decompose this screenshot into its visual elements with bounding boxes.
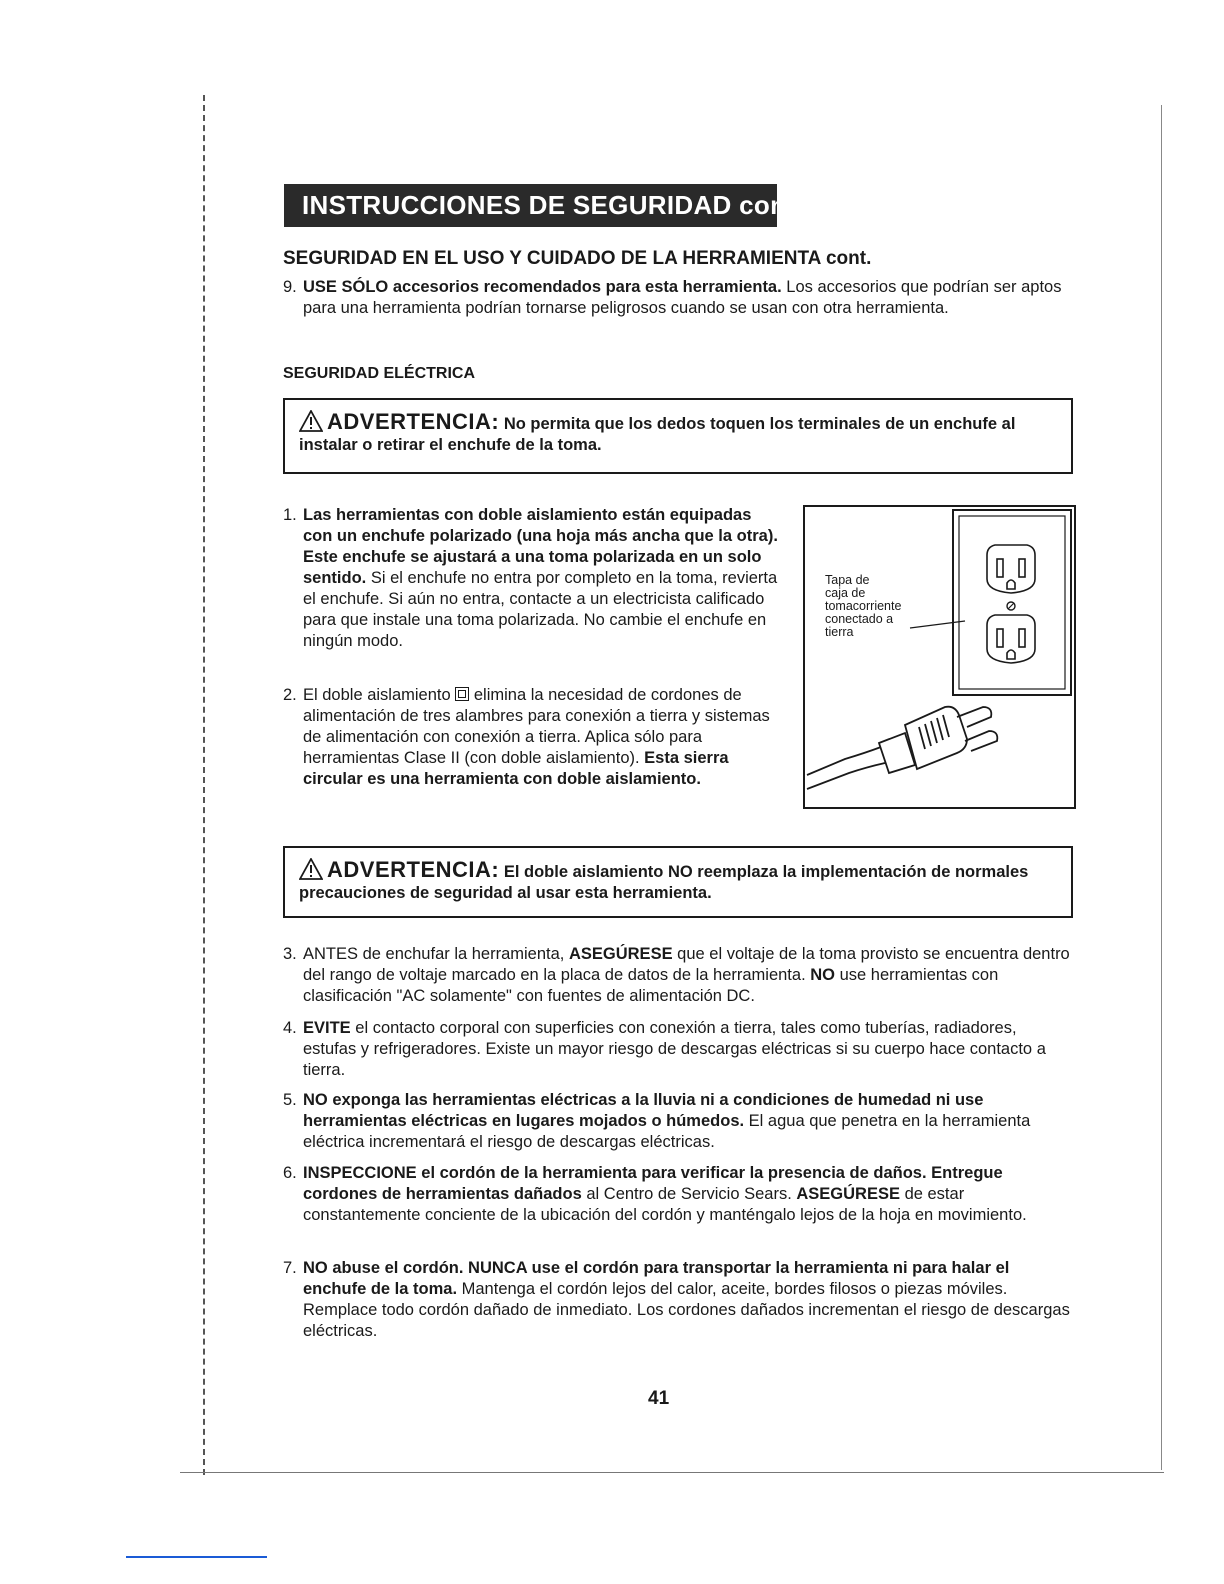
electrical-safety-heading: SEGURIDAD ELÉCTRICA <box>283 365 476 382</box>
outlet-receptacle-bottom <box>987 615 1035 663</box>
list-item-3 <box>283 944 1073 1007</box>
warning-box <box>283 398 1073 474</box>
item-text: ANTES de enchufar la herramienta, <box>303 945 569 963</box>
item-bold-text: Las herramientas con doble aislamiento están equipadas con un enchufe polarizado (una hoja más ancha que la otra). Este enchufe se ajustará a una toma polarizada en un solo sentido. <box>303 506 778 587</box>
item-text: el contacto corporal con superficies con conexión a tierra, tales como tuberías, radiadores, estufas y refrigeradores. Existe un mayor riesgo de descargas eléctricas si su cuerpo hace contacto a tierra. <box>303 1019 1046 1079</box>
outlet-plug-drawing <box>805 507 1074 807</box>
item-text: de estar constantemente conciente de la ubicación del cordón y manténgalo lejos de la hoja en movimiento. <box>303 1185 1027 1224</box>
double-insulation-icon <box>455 687 469 701</box>
item-number: 4. <box>283 1019 297 1037</box>
cut-line-right <box>1161 105 1162 1470</box>
item-text: Los accesorios que podrían ser aptos para una herramienta podrían tornarse peligrosos cuando se usan con otra herramienta. <box>303 278 1062 317</box>
item-bold-text: Esta sierra circular es una herramienta con doble aislamiento. <box>303 749 729 788</box>
item-bold-text: ASEGÚRESE <box>568 945 673 963</box>
list-item-6 <box>283 1163 1073 1226</box>
warning-text: El doble aislamiento NO reemplaza la implementación de normales precauciones de seguridad al usar esta herramienta. <box>299 863 1029 902</box>
list-item-1 <box>283 505 783 652</box>
list-item-7 <box>283 1258 1073 1342</box>
list-item-2 <box>283 685 783 790</box>
section-banner: INSTRUCCIONES DE SEGURIDAD cont. <box>284 184 777 227</box>
list-item-5 <box>283 1090 1073 1153</box>
warning-label: ADVERTENCIA: <box>327 409 500 434</box>
item-text: El doble aislamiento <box>303 686 456 704</box>
figure-label-line: conectado a <box>825 612 894 626</box>
figure-label-line: tomacorriente <box>825 599 902 613</box>
figure-label-line: Tapa de <box>825 573 870 587</box>
list-item-9 <box>283 277 1083 319</box>
section-heading: SEGURIDAD EN EL USO Y CUIDADO DE LA HERRAMIENTA cont. <box>283 248 872 269</box>
item-bold-text: NO exponga las herramientas eléctricas a la lluvia ni a condiciones de humedad ni use herramientas eléctricas en lugares mojados o húmedos. <box>303 1091 984 1130</box>
outlet-receptacle-top <box>987 545 1035 593</box>
item-text: que el voltaje de la toma provisto se encuentra dentro del rango de voltaje marcado en la placa de datos de la herramienta. <box>303 945 1070 984</box>
warning-box <box>283 846 1073 918</box>
warning-text: No permita que los dedos toquen los terminales de un enchufe al instalar o retirar el enchufe de la toma. <box>299 415 1016 454</box>
item-text: elimina la necesidad de cordones de alimentación de tres alambres para conexión a tierra y sistemas de alimentación con conexión a tierra. Aplica sólo para herramientas Clase II (con doble aislamiento). <box>303 686 770 767</box>
cut-line-left <box>203 95 205 1475</box>
list-item-4 <box>283 1018 1073 1081</box>
item-bold-text: NO abuse el cordón. NUNCA use el cordón para transportar la herramienta ni para halar el enchufe de la toma. <box>303 1259 1010 1298</box>
item-number: 7. <box>283 1259 297 1277</box>
figure-label-line: tierra <box>825 625 854 639</box>
item-number: 9. <box>283 278 297 296</box>
item-number: 5. <box>283 1091 297 1109</box>
label-leader-line <box>910 621 965 628</box>
blue-rule <box>126 1556 267 1558</box>
item-bold-text: EVITE <box>303 1019 351 1037</box>
item-text: al Centro de Servicio Sears. <box>581 1185 797 1203</box>
item-number: 6. <box>283 1164 297 1182</box>
warning-triangle-icon <box>299 858 323 880</box>
item-text: Si el enchufe no entra por completo en la toma, revierta el enchufe. Si aún no entra, contacte a un electricista calificado para que instale una toma polarizada. No cambie el enchufe en ningún modo. <box>303 569 778 650</box>
page-number: 41 <box>648 1388 670 1409</box>
item-number: 3. <box>283 945 297 963</box>
warning-triangle-icon <box>299 410 323 432</box>
polarized-plug <box>807 707 997 789</box>
warning-label: ADVERTENCIA: <box>327 857 500 882</box>
figure-label-line: caja de <box>825 586 866 600</box>
cut-line-bottom <box>180 1472 1164 1473</box>
item-number: 2. <box>283 686 297 704</box>
item-text: Mantenga el cordón lejos del calor, aceite, bordes filosos o piezas móviles. Remplace todo cordón dañado de inmediato. Los cordones dañados incrementan el riesgo de descargas eléctricas. <box>303 1280 1070 1340</box>
item-bold-text: NO <box>810 966 835 984</box>
outlet-plug-figure <box>803 505 1076 809</box>
item-number: 1. <box>283 506 297 524</box>
item-text: use herramientas con clasificación "AC solamente" con fuentes de alimentación DC. <box>303 966 999 1005</box>
item-bold-text: ASEGÚRESE <box>796 1185 900 1203</box>
item-text: El agua que penetra en la herramienta eléctrica incrementará el riesgo de descargas eléctricas. <box>303 1112 1031 1151</box>
item-bold-text: USE SÓLO accesorios recomendados para esta herramienta. <box>303 278 782 296</box>
item-bold-text: INSPECCIONE el cordón de la herramienta para verificar la presencia de daños. Entregue cordones de herramientas dañados <box>303 1164 1003 1203</box>
